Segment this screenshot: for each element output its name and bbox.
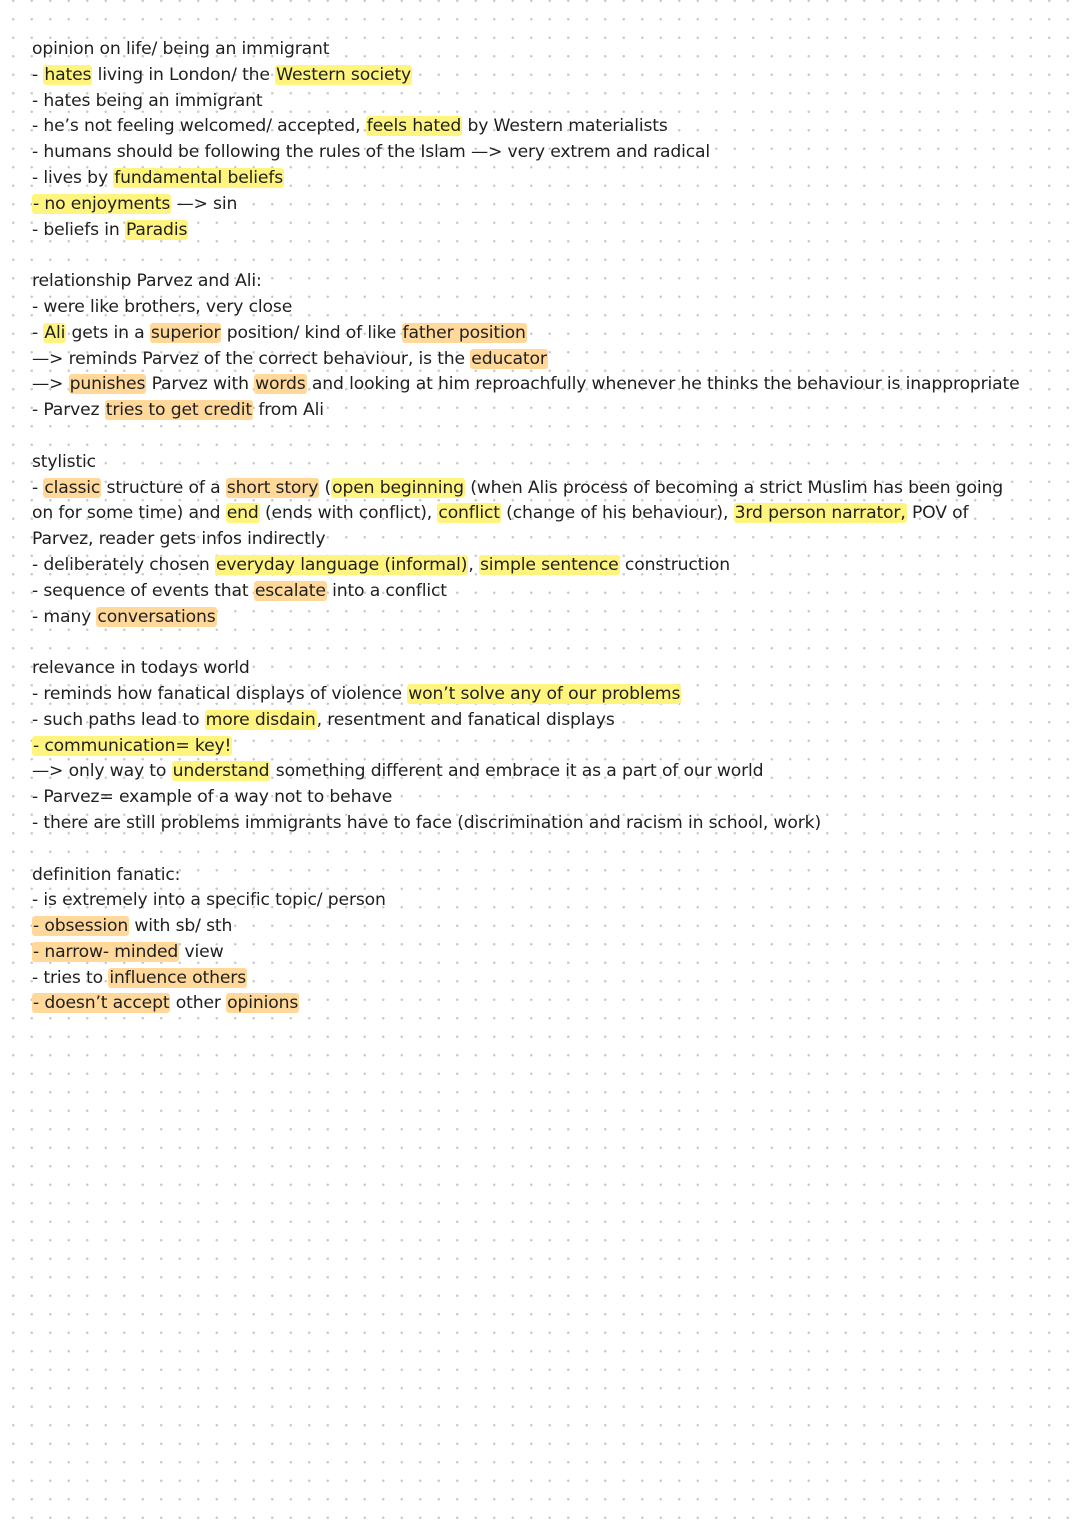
note-text: - bbox=[32, 64, 44, 85]
note-line bbox=[32, 476, 1022, 553]
note-text: living in London/ the bbox=[92, 64, 276, 85]
note-text: - he’s not feeling welcomed/ accepted, bbox=[32, 116, 366, 137]
note-text: - beliefs in bbox=[32, 219, 125, 240]
note-line bbox=[32, 321, 1022, 347]
note-line bbox=[32, 605, 1022, 631]
highlighted-text: educator bbox=[471, 348, 547, 369]
note-line bbox=[32, 991, 1022, 1017]
highlighted-text: - doesn’t accept bbox=[33, 993, 170, 1014]
note-text: - sequence of events that bbox=[32, 580, 254, 601]
note-text: something different and embrace it as a part of our world bbox=[270, 761, 764, 782]
highlighted-text: hates bbox=[44, 64, 92, 85]
note-text: - reminds how fanatical displays of violence bbox=[32, 683, 408, 704]
note-line bbox=[32, 888, 1022, 914]
highlighted-text: influence others bbox=[109, 967, 246, 988]
highlighted-text: conversations bbox=[97, 606, 216, 627]
note-text: —> reminds Parvez of the correct behaviour, is the bbox=[32, 348, 471, 369]
section-heading: definition fanatic: bbox=[32, 864, 181, 885]
note-line bbox=[32, 759, 1022, 785]
note-text: and looking at him reproachfully whenever he thinks the behaviour is inappropriate bbox=[306, 374, 1020, 395]
highlighted-text: - obsession bbox=[33, 916, 129, 937]
note-text: structure of a bbox=[101, 477, 226, 498]
note-text: (change of his behaviour), bbox=[500, 503, 734, 524]
note-text: gets in a bbox=[66, 322, 150, 343]
note-line bbox=[32, 579, 1022, 605]
note-text: - were like brothers, very close bbox=[32, 296, 293, 317]
note-line bbox=[32, 708, 1022, 734]
note-line bbox=[32, 166, 1022, 192]
note-section bbox=[32, 863, 1022, 1018]
note-text: - lives by bbox=[32, 167, 114, 188]
highlighted-text: superior bbox=[150, 322, 221, 343]
section-heading: stylistic bbox=[32, 451, 96, 472]
note-text: —> bbox=[32, 374, 69, 395]
note-text: by Western materialists bbox=[462, 116, 668, 137]
note-line bbox=[32, 372, 1022, 398]
highlighted-text: opinions bbox=[227, 993, 299, 1014]
highlighted-text: end bbox=[226, 503, 259, 524]
note-text: construction bbox=[619, 554, 730, 575]
note-line bbox=[32, 63, 1022, 89]
note-text: - humans should be following the rules of the Islam —> very extrem and radical bbox=[32, 142, 711, 163]
highlighted-text: open beginning bbox=[332, 477, 464, 498]
highlighted-text: more disdain bbox=[205, 709, 316, 730]
highlighted-text: conflict bbox=[438, 503, 500, 524]
highlighted-text: classic bbox=[44, 477, 101, 498]
note-section bbox=[32, 656, 1022, 837]
note-text: - deliberately chosen bbox=[32, 554, 215, 575]
note-line bbox=[32, 89, 1022, 115]
note-text: - hates being an immigrant bbox=[32, 90, 263, 111]
note-text: - such paths lead to bbox=[32, 709, 205, 730]
note-line bbox=[32, 811, 1022, 837]
note-line bbox=[32, 785, 1022, 811]
section-heading: relevance in todays world bbox=[32, 658, 250, 679]
note-line bbox=[32, 347, 1022, 373]
note-text: (when Alis process of becoming a strict Muslim has been going on for some time) and bbox=[32, 477, 1004, 524]
note-line bbox=[32, 140, 1022, 166]
note-text: from Ali bbox=[253, 400, 324, 421]
note-text: other bbox=[170, 993, 227, 1014]
note-text: (ends with conflict), bbox=[259, 503, 438, 524]
note-line bbox=[32, 114, 1022, 140]
highlighted-text: punishes bbox=[69, 374, 146, 395]
note-text: —> only way to bbox=[32, 761, 172, 782]
highlighted-text: father position bbox=[402, 322, 526, 343]
highlighted-text: escalate bbox=[254, 580, 326, 601]
note-text: - is extremely into a specific topic/ person bbox=[32, 890, 386, 911]
highlighted-text: feels hated bbox=[366, 116, 462, 137]
note-line bbox=[32, 192, 1022, 218]
section-heading: opinion on life/ being an immigrant bbox=[32, 39, 330, 59]
note-line bbox=[32, 966, 1022, 992]
note-line bbox=[32, 914, 1022, 940]
highlighted-text: - communication= key! bbox=[33, 735, 232, 756]
note-text: - Parvez= example of a way not to behave bbox=[32, 787, 393, 808]
note-line bbox=[32, 682, 1022, 708]
note-text: POV of Parvez, reader gets infos indirectly bbox=[32, 503, 969, 550]
note-section bbox=[32, 37, 1022, 243]
note-text: position/ kind of like bbox=[221, 322, 402, 343]
note-section bbox=[32, 269, 1022, 424]
note-text: with sb/ sth bbox=[129, 916, 233, 937]
note-line bbox=[32, 553, 1022, 579]
note-text: - many bbox=[32, 606, 97, 627]
note-text: , bbox=[468, 554, 479, 575]
highlighted-text: Ali bbox=[44, 322, 66, 343]
highlighted-text: everyday language (informal) bbox=[215, 554, 468, 575]
note-text: - Parvez bbox=[32, 400, 105, 421]
highlighted-text: tries to get credit bbox=[105, 400, 253, 421]
note-text: —> sin bbox=[171, 193, 238, 214]
note-text: - tries to bbox=[32, 967, 109, 988]
note-section bbox=[32, 450, 1022, 631]
highlighted-text: short story bbox=[226, 477, 319, 498]
note-text: ( bbox=[319, 477, 332, 498]
note-text: - bbox=[32, 477, 44, 498]
highlighted-text: 3rd person narrator, bbox=[734, 503, 906, 524]
highlighted-text: words bbox=[255, 374, 306, 395]
note-line bbox=[32, 734, 1022, 760]
section-heading: relationship Parvez and Ali: bbox=[32, 271, 262, 292]
note-line bbox=[32, 295, 1022, 321]
highlighted-text: won’t solve any of our problems bbox=[408, 683, 681, 704]
note-text: - bbox=[32, 322, 44, 343]
highlighted-text: understand bbox=[172, 761, 270, 782]
note-line bbox=[32, 218, 1022, 244]
highlighted-text: Paradis bbox=[125, 219, 188, 240]
note-text: - there are still problems immigrants have to face (discrimination and racism in school, work) bbox=[32, 812, 822, 833]
note-line bbox=[32, 940, 1022, 966]
note-text: , resentment and fanatical displays bbox=[316, 709, 615, 730]
highlighted-text: Western society bbox=[276, 64, 412, 85]
note-line bbox=[32, 398, 1022, 424]
highlighted-text: - no enjoyments bbox=[33, 193, 171, 214]
note-text: into a conflict bbox=[326, 580, 447, 601]
highlighted-text: simple sentence bbox=[479, 554, 619, 575]
highlighted-text: fundamental beliefs bbox=[114, 167, 284, 188]
note-text: Parvez with bbox=[146, 374, 255, 395]
handwritten-notes bbox=[32, 37, 1022, 1043]
highlighted-text: - narrow- minded bbox=[33, 941, 179, 962]
note-text: view bbox=[179, 941, 224, 962]
